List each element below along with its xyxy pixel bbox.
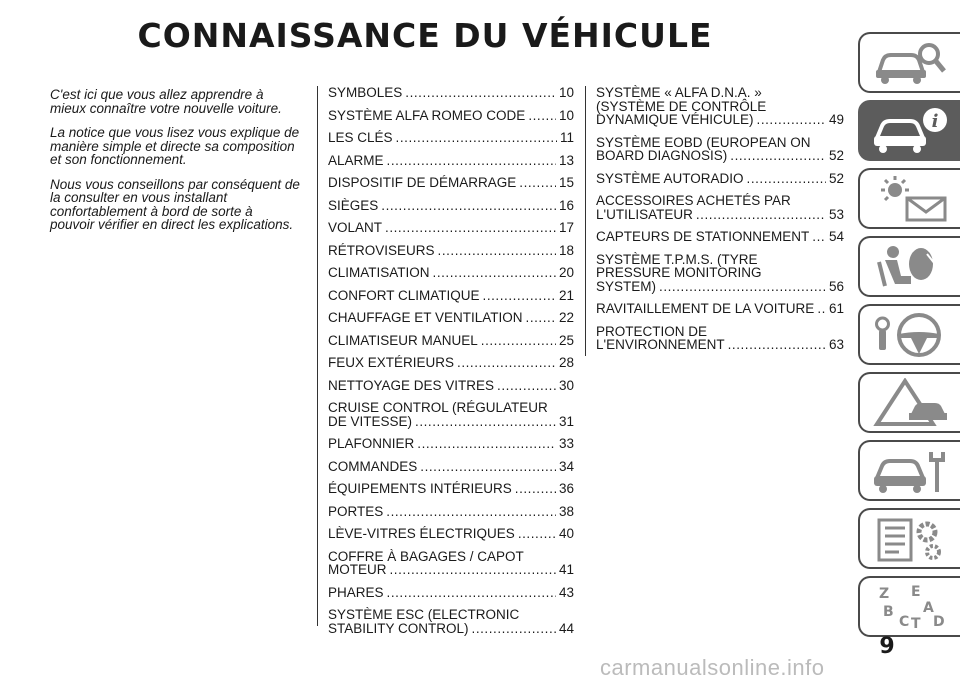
toc-page-number: 38 (558, 503, 574, 519)
dot-leader (438, 244, 556, 258)
toc-entry-title: NETTOYAGE DES VITRES (328, 377, 495, 393)
toc-entry-title: ALARME (328, 152, 384, 168)
toc-entry-title: ÉQUIPEMENTS INTÉRIEURS (328, 481, 512, 496)
toc-entry-title: CONFORT CLIMATIQUE (328, 287, 480, 303)
tab-letter: A (923, 599, 934, 616)
dot-leader (528, 109, 556, 123)
toc-entry[interactable] (328, 266, 574, 280)
tab-letter: T (911, 615, 921, 632)
toc-entry[interactable] (328, 131, 574, 145)
dot-leader (420, 460, 556, 474)
toc-entry[interactable] (328, 437, 574, 451)
toc-entry[interactable] (596, 136, 844, 163)
warning-triangle-car-icon (871, 378, 949, 428)
toc-entry[interactable] (328, 199, 574, 213)
toc-page-number: 43 (558, 584, 574, 600)
toc-entry[interactable] (328, 221, 574, 235)
dot-leader (526, 311, 556, 325)
tab-letter: C (899, 613, 910, 630)
toc-page-number: 40 (558, 526, 574, 541)
toc-entry-title-line: SYSTÈME « ALFA D.N.A. » (596, 85, 762, 100)
dot-leader (483, 289, 556, 303)
dot-leader (518, 527, 556, 541)
toc-page-number: 11 (559, 130, 574, 145)
toc-entry-title: LÈVE-VITRES ÉLECTRIQUES (328, 526, 515, 541)
toc-entry-title-line: SYSTÈME T.P.M.S. (TYRE (596, 251, 758, 267)
toc-entry[interactable] (328, 154, 574, 168)
car-search-icon (871, 38, 949, 88)
toc-entry-title-line: COFFRE À BAGAGES / CAPOT (328, 548, 524, 564)
intro-paragraph: Nous vous conseillons par conséquent de la consulter en vous installant confortablement à bord de sorte à pouvoir vérifier en direct les explications. (50, 176, 300, 232)
toc-entry-title-line: ACCESSOIRES ACHETÉS PAR (596, 193, 791, 208)
toc-entry-title: SYSTÈME ALFA ROMEO CODE (328, 107, 526, 123)
toc-column-1 (328, 86, 574, 644)
toc-entry-title: L'UTILISATEUR (596, 206, 693, 222)
dot-leader (515, 482, 556, 496)
tab-car-search[interactable] (858, 32, 960, 93)
toc-entry[interactable] (328, 401, 574, 428)
toc-entry-title-line: PROTECTION DE (596, 323, 708, 339)
toc-entry-title: CLIMATISEUR MANUEL (328, 332, 478, 348)
toc-entry-title-line: CRUISE CONTROL (RÉGULATEUR (328, 400, 548, 415)
dot-leader (728, 338, 826, 352)
toc-entry[interactable] (596, 253, 844, 294)
watermark: carmanualsonline.info (600, 655, 825, 680)
dot-leader (433, 266, 556, 280)
tab-car-info[interactable] (858, 100, 960, 161)
dot-leader (381, 199, 556, 213)
toc-page-number: 36 (558, 481, 574, 496)
toc-entry-title: SYMBOLES (328, 85, 403, 100)
toc-entry[interactable] (328, 176, 574, 190)
toc-entry[interactable] (328, 482, 574, 496)
dot-leader (747, 172, 826, 186)
svg-text:i: i (931, 110, 939, 132)
toc-page-number: 20 (558, 265, 574, 280)
toc-entry-title: CAPTEURS DE STATIONNEMENT (596, 229, 810, 244)
toc-entry[interactable] (328, 608, 574, 635)
toc-entry-title: CLIMATISATION (328, 265, 430, 280)
toc-entry[interactable] (596, 302, 844, 316)
tab-maintenance[interactable] (858, 440, 960, 501)
toc-entry-title: FEUX EXTÉRIEURS (328, 355, 455, 370)
toc-entry-title: STABILITY CONTROL) (328, 620, 469, 636)
toc-entry[interactable] (328, 334, 574, 348)
toc-page-number: 10 (558, 85, 574, 100)
toc-entry-title-line: SYSTÈME EOBD (EUROPEAN ON (596, 134, 811, 150)
toc-entry-title: COMMANDES (328, 458, 418, 474)
dot-leader (730, 149, 826, 163)
toc-entry-title: MOTEUR (328, 562, 387, 577)
warning-light-envelope-icon (871, 174, 949, 224)
dot-leader (415, 415, 556, 429)
toc-entry-title-line: SYSTÈME ESC (ELECTRONIC (328, 607, 520, 622)
toc-entry[interactable] (596, 230, 844, 244)
toc-entry-title: SYSTÈME AUTORADIO (596, 170, 744, 186)
toc-page-number: 22 (558, 310, 574, 325)
toc-page-number: 13 (558, 152, 574, 168)
toc-page-number: 52 (828, 170, 844, 186)
page-title: CONNAISSANCE DU VÉHICULE (137, 16, 713, 55)
dot-leader (472, 622, 556, 636)
toc-entry-title: SIÈGES (328, 197, 379, 213)
dot-leader (659, 280, 826, 294)
alphabet-index-icon (871, 582, 949, 632)
toc-page-number: 31 (558, 413, 574, 429)
dot-leader (497, 379, 556, 393)
tab-technical-data[interactable] (858, 508, 960, 569)
toc-entry[interactable] (328, 460, 574, 474)
dot-leader (385, 221, 556, 235)
toc-page-number: 54 (828, 229, 844, 244)
toc-entry-title: LES CLÉS (328, 130, 393, 145)
car-wrench-icon (871, 446, 949, 496)
toc-page-number: 21 (558, 287, 574, 303)
chapter-tabs (858, 32, 960, 644)
toc-entry[interactable] (328, 550, 574, 577)
toc-page-number: 30 (558, 377, 574, 393)
toc-entry-title: VOLANT (328, 220, 383, 235)
intro-text (50, 88, 300, 243)
toc-entry[interactable] (328, 356, 574, 370)
toc-entry-title: RAVITAILLEMENT DE LA VOITURE (596, 301, 815, 316)
column-divider (317, 86, 318, 626)
toc-page-number: 53 (828, 206, 844, 222)
dot-leader (390, 563, 556, 577)
toc-page-number: 52 (828, 148, 844, 163)
toc-page-number: 44 (558, 620, 574, 636)
toc-entry[interactable] (596, 86, 844, 127)
dot-leader (812, 230, 826, 244)
toc-entry-title: DISPOSITIF DE DÉMARRAGE (328, 175, 517, 190)
toc-page-number: 61 (828, 301, 844, 316)
toc-entry[interactable] (328, 379, 574, 393)
document-settings-icon (871, 514, 949, 564)
toc-entry-title: DE VITESSE) (328, 413, 413, 429)
dot-leader (757, 113, 826, 127)
toc-entry-title: SYSTEM) (596, 278, 657, 294)
tab-letter: B (883, 603, 894, 620)
airbag-seat-icon (871, 242, 949, 292)
toc-entry-title: DYNAMIQUE VÉHICULE) (596, 112, 754, 127)
toc-entry[interactable] (596, 325, 844, 352)
intro-paragraph: C'est ici que vous allez apprendre à mieux connaître votre nouvelle voiture. (50, 87, 282, 116)
toc-entry[interactable] (328, 86, 574, 100)
toc-page-number: 15 (558, 175, 574, 190)
dot-leader (405, 86, 556, 100)
toc-entry[interactable] (328, 289, 574, 303)
toc-entry-title: L'ENVIRONNEMENT (596, 337, 725, 352)
toc-entry-title-line: PRESSURE MONITORING (596, 265, 762, 280)
toc-entry-title: PHARES (328, 584, 384, 600)
toc-column-2 (596, 86, 844, 361)
toc-entry-title: CHAUFFAGE ET VENTILATION (328, 310, 523, 325)
toc-entry-title: BOARD DIAGNOSIS) (596, 148, 728, 163)
tab-letter: Z (879, 585, 890, 602)
dot-leader (386, 505, 556, 519)
tab-letter: D (933, 613, 945, 630)
dot-leader (387, 154, 556, 168)
toc-entry[interactable] (328, 527, 574, 541)
toc-page-number: 56 (828, 278, 844, 294)
dot-leader (696, 208, 826, 222)
page-number: 9 (879, 634, 895, 659)
toc-page-number: 63 (828, 337, 844, 352)
toc-entry[interactable] (596, 194, 844, 221)
tab-safety[interactable] (858, 236, 960, 297)
tab-letter: E (911, 583, 921, 600)
dot-leader (519, 176, 556, 190)
steering-wheel-key-icon (871, 310, 949, 360)
toc-page-number: 17 (558, 220, 574, 235)
toc-entry[interactable] (328, 311, 574, 325)
column-divider (585, 86, 586, 356)
dot-leader (387, 586, 556, 600)
tab-emergency[interactable] (858, 372, 960, 433)
car-info-icon (871, 106, 949, 156)
dot-leader (817, 302, 826, 316)
toc-entry[interactable] (328, 244, 574, 258)
toc-page-number: 41 (558, 562, 574, 577)
toc-entry-title: RÉTROVISEURS (328, 242, 435, 258)
toc-page-number: 10 (558, 107, 574, 123)
tab-warning-lights[interactable] (858, 168, 960, 229)
toc-page-number: 18 (558, 242, 574, 258)
dot-leader (457, 356, 556, 370)
toc-page-number: 33 (558, 436, 574, 451)
toc-page-number: 16 (558, 197, 574, 213)
toc-entry[interactable] (328, 109, 574, 123)
toc-entry[interactable] (328, 505, 574, 519)
toc-entry-title: PLAFONNIER (328, 436, 415, 451)
toc-entry[interactable] (328, 586, 574, 600)
dot-leader (481, 334, 556, 348)
toc-page-number: 49 (828, 112, 844, 127)
dot-leader (417, 437, 556, 451)
intro-paragraph: La notice que vous lisez vous explique de manière simple et directe sa composition et son fonctionnement. (50, 125, 300, 167)
toc-page-number: 28 (558, 355, 574, 370)
tab-starting[interactable] (858, 304, 960, 365)
toc-entry[interactable] (596, 172, 844, 186)
toc-entry-title-line: (SYSTÈME DE CONTRÔLE (596, 98, 767, 114)
tab-index[interactable] (858, 576, 960, 637)
toc-page-number: 34 (558, 458, 574, 474)
dot-leader (396, 131, 557, 145)
toc-page-number: 25 (558, 332, 574, 348)
toc-entry-title: PORTES (328, 503, 384, 519)
